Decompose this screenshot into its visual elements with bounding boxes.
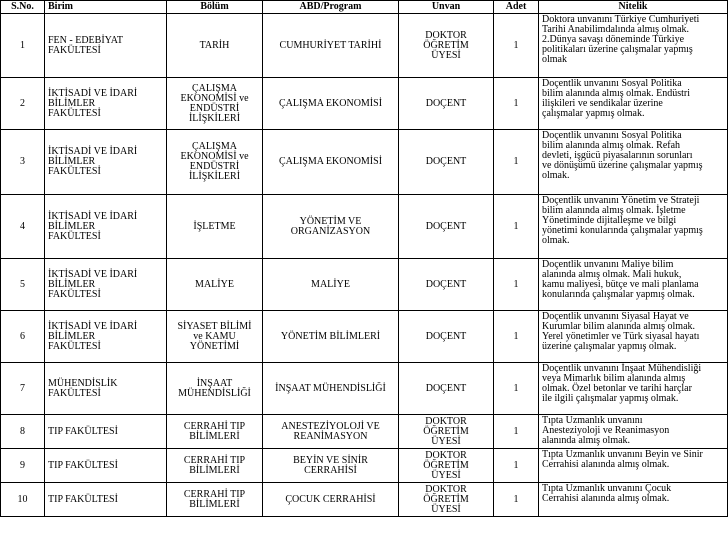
cell-bolum-line: BİLİMLERİ (189, 498, 240, 510)
cell-nitelik (539, 195, 728, 259)
cell-nitelik-line: kamu maliyesi, bütçe ve mali planlama (542, 279, 699, 290)
cell-unvan-line: DOÇENT (425, 156, 467, 167)
cell-bolum-line: ENDÜSTRİ (189, 102, 240, 114)
cell-unvan-line: DOÇENT (425, 278, 467, 290)
header-row (1, 1, 728, 14)
cell-bolum-line: YÖNETİMİ (189, 340, 240, 352)
cell-bolum (167, 14, 263, 78)
cell-birim-line: BİLİMLER (48, 330, 96, 342)
cell-birim-line: FAKÜLTESİ (48, 44, 101, 56)
cell-nitelik-line: olmak. (542, 235, 570, 246)
table-row (1, 415, 728, 449)
cell-nitelik-line: Doçentlik unvanını İnşaat Mühendisliği (542, 363, 702, 374)
cell-nitelik-line: veya Mimarlık bilim alanında almış (542, 373, 686, 384)
cell-unvan (399, 311, 494, 363)
cell-birim (45, 195, 167, 259)
cell-bolum-line: İLİŞKİLERİ (188, 112, 241, 124)
cell-nitelik (539, 14, 728, 78)
cell-birim (45, 449, 167, 483)
cell-sno: 10 (1, 483, 45, 517)
cell-nitelik-line: Yönetiminde dijitalleşme ve bilgi (542, 215, 677, 226)
cell-birim-line: BİLİMLER (48, 220, 96, 232)
cell-sno: 9 (1, 449, 45, 483)
header-abd: ABD/Program (263, 1, 399, 14)
cell-abd (263, 415, 399, 449)
cell-bolum (167, 195, 263, 259)
cell-sno: 6 (1, 311, 45, 363)
cell-nitelik-line: Doktora unvanını Türkiye Cumhuriyeti (542, 14, 700, 25)
cell-nitelik-line: bilim alanında almış olmak. Refah (542, 140, 681, 151)
cell-bolum-line: ve KAMU (193, 330, 236, 342)
header-unvan: Unvan (399, 1, 494, 14)
cell-nitelik-line: alanında almış olmak. Mali hukuk, (542, 269, 682, 280)
cell-nitelik (539, 78, 728, 130)
cell-unvan-line: ÖĞRETİM (423, 493, 469, 505)
cell-unvan-line: ÜYESİ (431, 435, 461, 447)
cell-bolum-line: CERRAHİ TIP (183, 420, 246, 432)
cell-nitelik-line: bilim alanında almış olmak. İşletme (542, 205, 686, 216)
cell-unvan-line: DOÇENT (425, 330, 467, 342)
cell-birim (45, 415, 167, 449)
cell-sno: 3 (1, 130, 45, 195)
cell-abd-line: ÇALIŞMA EKONOMİSİ (278, 156, 383, 167)
cell-adet: 1 (494, 483, 539, 517)
cell-adet: 1 (494, 311, 539, 363)
cell-unvan (399, 415, 494, 449)
cell-birim-line: TIP FAKÜLTESİ (48, 459, 118, 471)
header-bolum: Bölüm (167, 1, 263, 14)
cell-bolum (167, 363, 263, 415)
cell-bolum (167, 259, 263, 311)
cell-bolum (167, 449, 263, 483)
cell-bolum-line: İNŞAAT (196, 377, 233, 389)
cell-unvan-line: DOÇENT (425, 220, 467, 232)
cell-unvan-line: DOKTOR (425, 29, 467, 41)
cell-abd (263, 259, 399, 311)
cell-bolum-line: ENDÜSTRİ (189, 161, 240, 172)
cell-birim-line: FAKÜLTESİ (48, 340, 101, 352)
cell-bolum-line: CERRAHİ TIP (183, 454, 246, 466)
table-row (1, 363, 728, 415)
cell-abd-line: CUMHURİYET TARİHİ (279, 39, 382, 51)
cell-unvan (399, 130, 494, 195)
cell-nitelik (539, 483, 728, 517)
cell-abd-line: MALİYE (311, 278, 350, 290)
cell-nitelik-line: Cerrahisi alanında almış olmak. (542, 459, 670, 470)
cell-nitelik-line: olmak. Özel betonlar ve tarihi harçlar (542, 383, 692, 394)
cell-birim-line: İKTİSADİ VE İDARİ (48, 146, 138, 157)
cell-bolum-line: ÇALIŞMA (191, 141, 237, 152)
cell-abd (263, 363, 399, 415)
cell-birim-line: BİLİMLER (48, 278, 96, 290)
cell-unvan-line: DOKTOR (425, 449, 467, 461)
cell-adet: 1 (494, 259, 539, 311)
cell-abd-line: REANİMASYON (293, 430, 368, 442)
table-row (1, 130, 728, 195)
cell-birim-line: İKTİSADİ VE İDARİ (48, 268, 138, 280)
cell-bolum-line: BİLİMLERİ (189, 464, 240, 476)
cell-nitelik-line: Tarihi Anabilimdalında almış olmak. (542, 24, 690, 35)
cell-nitelik-line: alanında almış olmak. (542, 435, 631, 446)
cell-abd-line: YÖNETİM VE (299, 215, 362, 227)
cell-bolum-line: İLİŞKİLERİ (188, 171, 241, 182)
table-row (1, 78, 728, 130)
cell-nitelik-line: konularında çalışmalar yapmış olmak. (542, 289, 695, 300)
cell-nitelik-line: Yerel yönetimler ve Türk siyasal hayatı (542, 331, 700, 342)
cell-nitelik-line: Doçentlik unvanını Maliye bilim (542, 259, 674, 270)
header-sno: S.No. (1, 1, 45, 14)
cell-bolum-line: EKONOMİSİ ve (180, 151, 249, 162)
cell-abd-line: CERRAHİSİ (304, 464, 357, 476)
cell-birim-line: BİLİMLER (48, 156, 96, 167)
cell-adet: 1 (494, 449, 539, 483)
cell-bolum-line: ÇALIŞMA (191, 82, 237, 94)
cell-unvan (399, 259, 494, 311)
cell-bolum-line: SİYASET BİLİMİ (177, 320, 252, 332)
cell-adet: 1 (494, 14, 539, 78)
cell-birim (45, 363, 167, 415)
cell-adet: 1 (494, 195, 539, 259)
table-row (1, 483, 728, 517)
cell-birim-line: FAKÜLTESİ (48, 166, 101, 177)
cell-bolum (167, 311, 263, 363)
cell-sno: 1 (1, 14, 45, 78)
cell-abd-line: ANESTEZİYOLOJİ VE (281, 420, 380, 432)
header-nitelik: Nitelik (539, 1, 728, 14)
cell-unvan-line: ÜYESİ (431, 503, 461, 515)
cell-bolum-line: MALİYE (195, 278, 234, 290)
cell-bolum-line: TARİH (199, 39, 230, 51)
cell-nitelik-line: yönetimi konularında çalışmalar yapmış (542, 225, 703, 236)
cell-abd-line: ÇALIŞMA EKONOMİSİ (278, 97, 383, 109)
cell-adet: 1 (494, 78, 539, 130)
cell-abd (263, 78, 399, 130)
cell-nitelik-line: çalışmalar yapmış olmak. (542, 108, 645, 119)
cell-unvan-line: ÖĞRETİM (423, 425, 469, 437)
cell-nitelik-line: Doçentlik unvanını Sosyal Politika (542, 78, 682, 89)
cell-unvan-line: ÜYESİ (431, 49, 461, 61)
cell-unvan-line: ÜYESİ (431, 469, 461, 481)
cell-unvan-line: DOKTOR (425, 483, 467, 495)
cell-nitelik-line: Kurumlar bilim alanında almış olmak. (542, 321, 696, 332)
cell-sno: 4 (1, 195, 45, 259)
cell-bolum-line: MÜHENDİSLİĞİ (178, 387, 251, 399)
cell-abd-line: BEYİN VE SİNİR (293, 454, 368, 466)
cell-nitelik (539, 363, 728, 415)
cell-birim (45, 483, 167, 517)
cell-nitelik (539, 130, 728, 195)
cell-nitelik-line: Tıpta Uzmanlık unvanını Çocuk (542, 483, 672, 494)
cell-nitelik-line: Anesteziyoloji ve Reanimasyon (542, 425, 670, 436)
cell-birim-line: MÜHENDİSLİK (48, 377, 118, 389)
cell-abd-line: YÖNETİM BİLİMLERİ (280, 330, 381, 342)
cell-nitelik-line: Cerrahisi alanında almış olmak. (542, 493, 670, 504)
cell-birim (45, 130, 167, 195)
table-row (1, 311, 728, 363)
cell-unvan (399, 14, 494, 78)
cell-nitelik (539, 311, 728, 363)
cell-bolum-line: BİLİMLERİ (189, 430, 240, 442)
cell-nitelik-line: politikaları üzerine çalışmalar yapmış (542, 44, 693, 55)
cell-abd (263, 483, 399, 517)
table-row (1, 14, 728, 78)
cell-bolum (167, 415, 263, 449)
header-birim: Birim (45, 1, 167, 14)
cell-unvan-line: DOKTOR (425, 415, 467, 427)
cell-adet: 1 (494, 415, 539, 449)
cell-birim-line: FAKÜLTESİ (48, 288, 101, 300)
cell-nitelik-line: olmak (542, 54, 567, 65)
cell-nitelik-line: Tıpta Uzmanlık unvanını (542, 415, 643, 426)
cell-abd (263, 449, 399, 483)
cell-nitelik-line: Doçentlik unvanını Yönetim ve Strateji (542, 195, 700, 206)
cell-birim (45, 259, 167, 311)
cell-birim-line: TIP FAKÜLTESİ (48, 425, 118, 437)
cell-sno: 2 (1, 78, 45, 130)
cell-adet: 1 (494, 130, 539, 195)
cell-bolum-line: İŞLETME (193, 220, 236, 232)
cell-bolum (167, 130, 263, 195)
cell-abd-line: ORGANİZASYON (290, 225, 371, 237)
cell-unvan-line: ÖĞRETİM (423, 459, 469, 471)
cell-nitelik (539, 415, 728, 449)
cell-birim-line: BİLİMLER (48, 97, 96, 109)
cell-birim-line: İKTİSADİ VE İDARİ (48, 87, 138, 99)
cell-bolum (167, 483, 263, 517)
cell-birim (45, 14, 167, 78)
cell-sno: 5 (1, 259, 45, 311)
cell-nitelik-line: Tıpta Uzmanlık unvanını Beyin ve Sinir (542, 449, 703, 460)
cell-nitelik-line: ilişkileri ve sendikalar üzerine (542, 98, 663, 109)
table-row (1, 449, 728, 483)
cell-birim-line: FAKÜLTESİ (48, 230, 101, 242)
cell-abd (263, 195, 399, 259)
cell-unvan (399, 483, 494, 517)
cell-nitelik-line: Doçentlik unvanını Siyasal Hayat ve (542, 311, 689, 322)
cell-nitelik-line: devleti, işgücü piyasalarının sorunları (542, 150, 693, 161)
cell-unvan (399, 78, 494, 130)
cell-sno: 8 (1, 415, 45, 449)
cell-nitelik (539, 449, 728, 483)
table-row (1, 259, 728, 311)
cell-birim-line: TIP FAKÜLTESİ (48, 493, 118, 505)
cell-abd (263, 311, 399, 363)
cell-bolum-line: CERRAHİ TIP (183, 488, 246, 500)
cell-birim-line: İKTİSADİ VE İDARİ (48, 320, 138, 332)
cell-sno: 7 (1, 363, 45, 415)
cell-unvan (399, 449, 494, 483)
cell-birim-line: İKTİSADİ VE İDARİ (48, 210, 138, 222)
table-row (1, 195, 728, 259)
cell-bolum-line: EKONOMİSİ ve (180, 92, 249, 104)
cell-nitelik-line: Doçentlik unvanını Sosyal Politika (542, 130, 682, 141)
cell-birim-line: FAKÜLTESİ (48, 107, 101, 119)
cell-birim-line: FAKÜLTESİ (48, 387, 101, 399)
cell-nitelik-line: 2.Dünya savaşı döneminde Türkiye (542, 34, 685, 45)
cell-nitelik-line: bilim alanında almış olmak. Endüstri (542, 88, 691, 99)
cell-abd-line: ÇOCUK CERRAHİSİ (285, 493, 376, 505)
cell-abd (263, 130, 399, 195)
cell-nitelik (539, 259, 728, 311)
cell-birim-line: FEN - EDEBİYAT (48, 34, 123, 46)
cell-unvan-line: DOÇENT (425, 382, 467, 394)
cell-adet: 1 (494, 363, 539, 415)
cell-unvan-line: ÖĞRETİM (423, 39, 469, 51)
cell-nitelik-line: olmak. (542, 170, 570, 181)
cell-abd (263, 14, 399, 78)
cell-nitelik-line: ile ilgili çalışmalar yapmış olmak. (542, 393, 679, 404)
cell-unvan (399, 363, 494, 415)
header-adet: Adet (494, 1, 539, 14)
cell-bolum (167, 78, 263, 130)
cell-unvan-line: DOÇENT (425, 97, 467, 109)
cell-birim (45, 78, 167, 130)
cell-nitelik-line: ve dönüşümü üzerine çalışmalar yapmış (542, 160, 703, 171)
cell-unvan (399, 195, 494, 259)
cell-nitelik-line: üzerine çalışmalar yapmış olmak. (542, 341, 677, 352)
cell-abd-line: İNŞAAT MÜHENDİSLİĞİ (275, 382, 386, 394)
cell-birim (45, 311, 167, 363)
